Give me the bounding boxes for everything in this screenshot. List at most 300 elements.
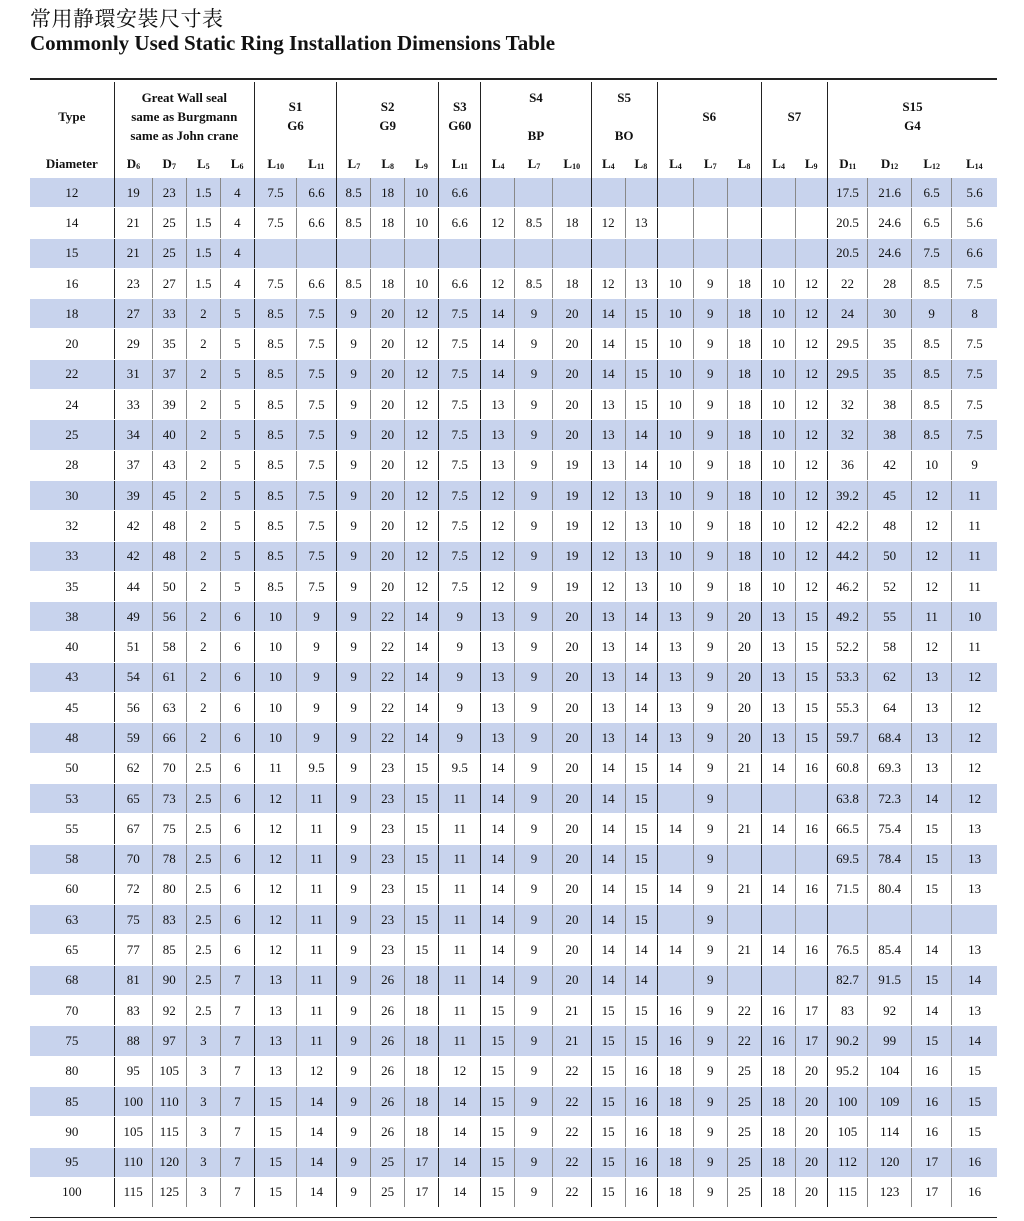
value-cell: 14: [625, 420, 657, 450]
value-cell: 9: [337, 329, 371, 359]
value-cell: 3: [186, 1147, 220, 1177]
value-cell: 21.6: [868, 178, 912, 208]
value-cell: 15: [405, 905, 439, 935]
value-cell: 13: [657, 693, 693, 723]
value-cell: 115: [152, 1117, 186, 1147]
value-cell: [693, 208, 727, 238]
value-cell: 12: [405, 359, 439, 389]
value-cell: 11: [297, 783, 337, 813]
value-cell: 13: [657, 662, 693, 692]
value-cell: 69.3: [868, 753, 912, 783]
value-cell: 9: [693, 450, 727, 480]
value-cell: 9: [693, 935, 727, 965]
value-cell: 12: [405, 329, 439, 359]
value-cell: 15: [625, 753, 657, 783]
value-cell: 18: [727, 450, 761, 480]
value-cell: 15: [952, 1086, 997, 1116]
diameter-cell: 15: [30, 238, 114, 268]
value-cell: 9: [337, 450, 371, 480]
value-cell: 83: [152, 905, 186, 935]
value-cell: 22: [727, 1026, 761, 1056]
diameter-cell: 50: [30, 753, 114, 783]
value-cell: 9: [693, 1056, 727, 1086]
value-cell: 15: [912, 874, 952, 904]
value-cell: 12: [254, 905, 296, 935]
group-header-line: same as Burgmann: [131, 108, 238, 124]
table-row: [30, 874, 997, 904]
value-cell: 9: [515, 299, 553, 329]
value-cell: 5: [220, 541, 254, 571]
value-cell: 20: [795, 1177, 827, 1207]
value-cell: 9: [337, 1086, 371, 1116]
value-cell: 15: [405, 753, 439, 783]
diameter-cell: 12: [30, 178, 114, 208]
group-header: [761, 82, 827, 150]
value-cell: 24.6: [868, 238, 912, 268]
table-row: [30, 571, 997, 601]
value-cell: 72: [114, 874, 152, 904]
value-cell: 10: [657, 541, 693, 571]
value-cell: 6: [220, 935, 254, 965]
value-cell: 18: [371, 268, 405, 298]
value-cell: 18: [657, 1117, 693, 1147]
value-cell: 11: [254, 753, 296, 783]
value-cell: 16: [795, 814, 827, 844]
value-cell: 2.5: [186, 996, 220, 1026]
column-header-letter: D: [162, 156, 172, 171]
value-cell: 4: [220, 238, 254, 268]
value-cell: 12: [254, 844, 296, 874]
value-cell: 9: [515, 480, 553, 510]
value-cell: 14: [625, 450, 657, 480]
value-cell: 13: [625, 511, 657, 541]
value-cell: 22: [371, 693, 405, 723]
value-cell: 7.5: [297, 450, 337, 480]
value-cell: 29: [114, 329, 152, 359]
value-cell: 9: [515, 329, 553, 359]
value-cell: 10: [254, 602, 296, 632]
value-cell: 9: [297, 602, 337, 632]
value-cell: 7: [220, 1026, 254, 1056]
value-cell: 50: [152, 571, 186, 601]
value-cell: 21: [727, 814, 761, 844]
value-cell: 9: [693, 662, 727, 692]
column-header-letter: L: [737, 156, 747, 171]
value-cell: 5.6: [952, 178, 997, 208]
value-cell: 9.5: [439, 753, 481, 783]
value-cell: 15: [625, 996, 657, 1026]
value-cell: 55: [868, 602, 912, 632]
value-cell: 14: [591, 359, 625, 389]
group-header-line: S6: [702, 108, 717, 124]
value-cell: 20: [553, 329, 591, 359]
value-cell: 9: [515, 905, 553, 935]
diameter-cell: 85: [30, 1086, 114, 1116]
column-header-subscript: 9: [423, 162, 428, 171]
value-cell: 15: [481, 1026, 515, 1056]
value-cell: 9: [337, 1026, 371, 1056]
value-cell: [337, 238, 371, 268]
value-cell: 14: [591, 783, 625, 813]
value-cell: 19: [114, 178, 152, 208]
column-header: [553, 150, 591, 178]
value-cell: [657, 965, 693, 995]
column-header-letter: L: [308, 156, 317, 171]
group-header: [827, 82, 997, 150]
diameter-cell: 75: [30, 1026, 114, 1056]
value-cell: 44: [114, 571, 152, 601]
value-cell: 14: [591, 299, 625, 329]
value-cell: 14: [439, 1177, 481, 1207]
value-cell: 21: [727, 935, 761, 965]
value-cell: [515, 238, 553, 268]
column-header-subscript: 4: [677, 162, 682, 171]
diameter-cell: 18: [30, 299, 114, 329]
value-cell: 2: [186, 723, 220, 753]
value-cell: 11: [297, 965, 337, 995]
value-cell: 9: [337, 480, 371, 510]
value-cell: 80.4: [868, 874, 912, 904]
column-header: [114, 150, 152, 178]
value-cell: 13: [481, 662, 515, 692]
value-cell: 13: [625, 571, 657, 601]
value-cell: 13: [952, 814, 997, 844]
group-header: [114, 82, 254, 150]
value-cell: 18: [405, 996, 439, 1026]
value-cell: 6.5: [912, 178, 952, 208]
value-cell: 23: [371, 874, 405, 904]
value-cell: 8.5: [515, 268, 553, 298]
value-cell: 33: [114, 390, 152, 420]
column-header-letter: L: [381, 156, 390, 171]
diameter-cell: 20: [30, 329, 114, 359]
group-header: [591, 82, 657, 150]
value-cell: 5.6: [952, 208, 997, 238]
value-cell: 13: [912, 723, 952, 753]
column-header-subscript: 7: [171, 162, 176, 171]
value-cell: 9: [515, 935, 553, 965]
value-cell: 6: [220, 723, 254, 753]
value-cell: 7.5: [297, 511, 337, 541]
group-header-line: G4: [904, 118, 921, 133]
group-header-line: BO: [614, 127, 634, 143]
value-cell: 13: [591, 632, 625, 662]
column-header: [186, 150, 220, 178]
value-cell: 10: [405, 268, 439, 298]
value-cell: [727, 783, 761, 813]
value-cell: [795, 208, 827, 238]
value-cell: 44.2: [827, 541, 867, 571]
value-cell: 20.5: [827, 238, 867, 268]
value-cell: 20: [727, 602, 761, 632]
value-cell: 9: [515, 632, 553, 662]
value-cell: 2.5: [186, 935, 220, 965]
value-cell: 7.5: [297, 480, 337, 510]
value-cell: 20: [553, 390, 591, 420]
value-cell: 13: [625, 541, 657, 571]
value-cell: 11: [952, 541, 997, 571]
value-cell: 13: [481, 693, 515, 723]
column-header-subscript: 11: [848, 162, 857, 171]
value-cell: 14: [591, 905, 625, 935]
value-cell: 81: [114, 965, 152, 995]
value-cell: 14: [481, 965, 515, 995]
value-cell: 11: [297, 905, 337, 935]
value-cell: 15: [795, 632, 827, 662]
value-cell: [761, 208, 795, 238]
value-cell: 9: [297, 632, 337, 662]
column-header: [657, 150, 693, 178]
column-header-subscript: 12: [931, 162, 940, 171]
value-cell: 5: [220, 329, 254, 359]
value-cell: 10: [657, 359, 693, 389]
table-row: [30, 450, 997, 480]
value-cell: 18: [405, 965, 439, 995]
value-cell: 10: [761, 359, 795, 389]
value-cell: 13: [657, 632, 693, 662]
value-cell: 100: [114, 1086, 152, 1116]
diameter-cell: 80: [30, 1056, 114, 1086]
table-row: [30, 814, 997, 844]
value-cell: 9: [693, 602, 727, 632]
value-cell: 9: [337, 844, 371, 874]
value-cell: 23: [371, 905, 405, 935]
value-cell: 7.5: [297, 571, 337, 601]
value-cell: 14: [481, 905, 515, 935]
value-cell: 13: [952, 844, 997, 874]
value-cell: 104: [868, 1056, 912, 1086]
column-header-subscript: 7: [712, 162, 717, 171]
value-cell: 64: [868, 693, 912, 723]
value-cell: 23: [114, 268, 152, 298]
value-cell: 12: [591, 541, 625, 571]
diameter-cell: 70: [30, 996, 114, 1026]
value-cell: 11: [297, 1026, 337, 1056]
value-cell: 6.6: [297, 178, 337, 208]
value-cell: 11: [439, 783, 481, 813]
value-cell: 9: [693, 996, 727, 1026]
value-cell: 16: [952, 1147, 997, 1177]
value-cell: 14: [481, 844, 515, 874]
value-cell: 17: [795, 996, 827, 1026]
value-cell: 17: [795, 1026, 827, 1056]
value-cell: 39.2: [827, 480, 867, 510]
value-cell: 12: [795, 329, 827, 359]
diameter-cell: 22: [30, 359, 114, 389]
value-cell: 12: [481, 541, 515, 571]
value-cell: 65: [114, 783, 152, 813]
value-cell: 16: [625, 1056, 657, 1086]
diameter-cell: 16: [30, 268, 114, 298]
value-cell: 10: [657, 268, 693, 298]
value-cell: 14: [405, 662, 439, 692]
value-cell: 14: [761, 935, 795, 965]
value-cell: 20: [553, 359, 591, 389]
value-cell: 63: [152, 693, 186, 723]
value-cell: 15: [795, 602, 827, 632]
value-cell: 50: [868, 541, 912, 571]
value-cell: 13: [591, 390, 625, 420]
value-cell: 62: [114, 753, 152, 783]
value-cell: 11: [912, 602, 952, 632]
value-cell: 34: [114, 420, 152, 450]
value-cell: 2: [186, 329, 220, 359]
value-cell: 6: [220, 783, 254, 813]
value-cell: 5: [220, 511, 254, 541]
group-header-line: S7: [787, 108, 802, 124]
column-header-letter: L: [772, 156, 781, 171]
value-cell: 18: [761, 1147, 795, 1177]
value-cell: 8.5: [912, 359, 952, 389]
value-cell: 15: [254, 1117, 296, 1147]
table-bottom-rule: [30, 1217, 997, 1218]
group-header: [337, 82, 439, 150]
value-cell: 18: [727, 541, 761, 571]
value-cell: 12: [795, 511, 827, 541]
value-cell: 15: [625, 390, 657, 420]
value-cell: 12: [912, 480, 952, 510]
value-cell: 6.6: [439, 268, 481, 298]
value-cell: 9: [693, 1117, 727, 1147]
value-cell: 9: [297, 693, 337, 723]
column-header-subscript: 4: [780, 162, 785, 171]
column-header-subscript: 7: [356, 162, 361, 171]
value-cell: 7.5: [439, 359, 481, 389]
value-cell: 12: [405, 511, 439, 541]
value-cell: 15: [795, 723, 827, 753]
value-cell: 2: [186, 571, 220, 601]
value-cell: [625, 178, 657, 208]
value-cell: 1.5: [186, 238, 220, 268]
value-cell: 14: [952, 965, 997, 995]
value-cell: 38: [868, 420, 912, 450]
value-cell: 9: [337, 511, 371, 541]
value-cell: 8.5: [337, 268, 371, 298]
value-cell: 9: [693, 299, 727, 329]
column-header: [727, 150, 761, 178]
value-cell: [795, 965, 827, 995]
value-cell: 22: [553, 1056, 591, 1086]
value-cell: 77: [114, 935, 152, 965]
value-cell: [868, 905, 912, 935]
value-cell: 2: [186, 602, 220, 632]
column-header-subscript: 10: [276, 162, 285, 171]
value-cell: 9: [515, 996, 553, 1026]
table-row: [30, 965, 997, 995]
value-cell: [795, 905, 827, 935]
value-cell: 20: [795, 1147, 827, 1177]
value-cell: 82.7: [827, 965, 867, 995]
value-cell: 3: [186, 1056, 220, 1086]
table-row: [30, 1117, 997, 1147]
value-cell: 8.5: [254, 511, 296, 541]
value-cell: 7.5: [439, 541, 481, 571]
value-cell: 25: [727, 1056, 761, 1086]
value-cell: 20: [553, 783, 591, 813]
value-cell: 18: [371, 208, 405, 238]
value-cell: 8.5: [254, 299, 296, 329]
value-cell: 11: [439, 965, 481, 995]
value-cell: 12: [795, 571, 827, 601]
value-cell: 14: [591, 753, 625, 783]
value-cell: 8: [952, 299, 997, 329]
column-header-subscript: 12: [890, 162, 899, 171]
value-cell: 7.5: [297, 359, 337, 389]
table-row: [30, 905, 997, 935]
value-cell: 6.6: [439, 178, 481, 208]
column-header: [439, 150, 481, 178]
value-cell: [625, 238, 657, 268]
value-cell: 12: [795, 480, 827, 510]
value-cell: 83: [114, 996, 152, 1026]
value-cell: 114: [868, 1117, 912, 1147]
value-cell: 9: [693, 541, 727, 571]
value-cell: 59: [114, 723, 152, 753]
value-cell: 14: [481, 753, 515, 783]
value-cell: 14: [405, 602, 439, 632]
value-cell: 12: [405, 541, 439, 571]
value-cell: 17: [405, 1177, 439, 1207]
value-cell: 42: [114, 511, 152, 541]
value-cell: 11: [439, 814, 481, 844]
value-cell: 52.2: [827, 632, 867, 662]
value-cell: 23: [371, 783, 405, 813]
value-cell: 15: [625, 299, 657, 329]
value-cell: 13: [761, 602, 795, 632]
value-cell: 12: [591, 480, 625, 510]
value-cell: 18: [761, 1117, 795, 1147]
value-cell: 13: [481, 420, 515, 450]
value-cell: 15: [625, 1026, 657, 1056]
value-cell: 19: [553, 541, 591, 571]
value-cell: 20.5: [827, 208, 867, 238]
value-cell: 48: [868, 511, 912, 541]
value-cell: 9: [515, 420, 553, 450]
value-cell: 7.5: [254, 208, 296, 238]
value-cell: 8.5: [337, 178, 371, 208]
value-cell: 13: [481, 632, 515, 662]
value-cell: 10: [761, 268, 795, 298]
value-cell: 14: [481, 299, 515, 329]
value-cell: 3: [186, 1177, 220, 1207]
value-cell: 12: [405, 571, 439, 601]
value-cell: 21: [114, 238, 152, 268]
table-body: [30, 178, 997, 1208]
value-cell: 15: [625, 844, 657, 874]
value-cell: 42: [114, 541, 152, 571]
value-cell: 16: [625, 1086, 657, 1116]
value-cell: [254, 238, 296, 268]
value-cell: 9: [693, 844, 727, 874]
value-cell: 9: [515, 1147, 553, 1177]
value-cell: 11: [439, 935, 481, 965]
value-cell: 18: [405, 1117, 439, 1147]
value-cell: 13: [625, 208, 657, 238]
column-header: [591, 150, 625, 178]
value-cell: 35: [152, 329, 186, 359]
value-cell: 18: [553, 268, 591, 298]
value-cell: 2: [186, 450, 220, 480]
value-cell: 15: [952, 1117, 997, 1147]
value-cell: 14: [297, 1117, 337, 1147]
value-cell: 2.5: [186, 783, 220, 813]
value-cell: 109: [868, 1086, 912, 1116]
value-cell: 9: [693, 1086, 727, 1116]
value-cell: [727, 844, 761, 874]
value-cell: 16: [912, 1056, 952, 1086]
value-cell: 120: [868, 1147, 912, 1177]
value-cell: 9: [337, 996, 371, 1026]
